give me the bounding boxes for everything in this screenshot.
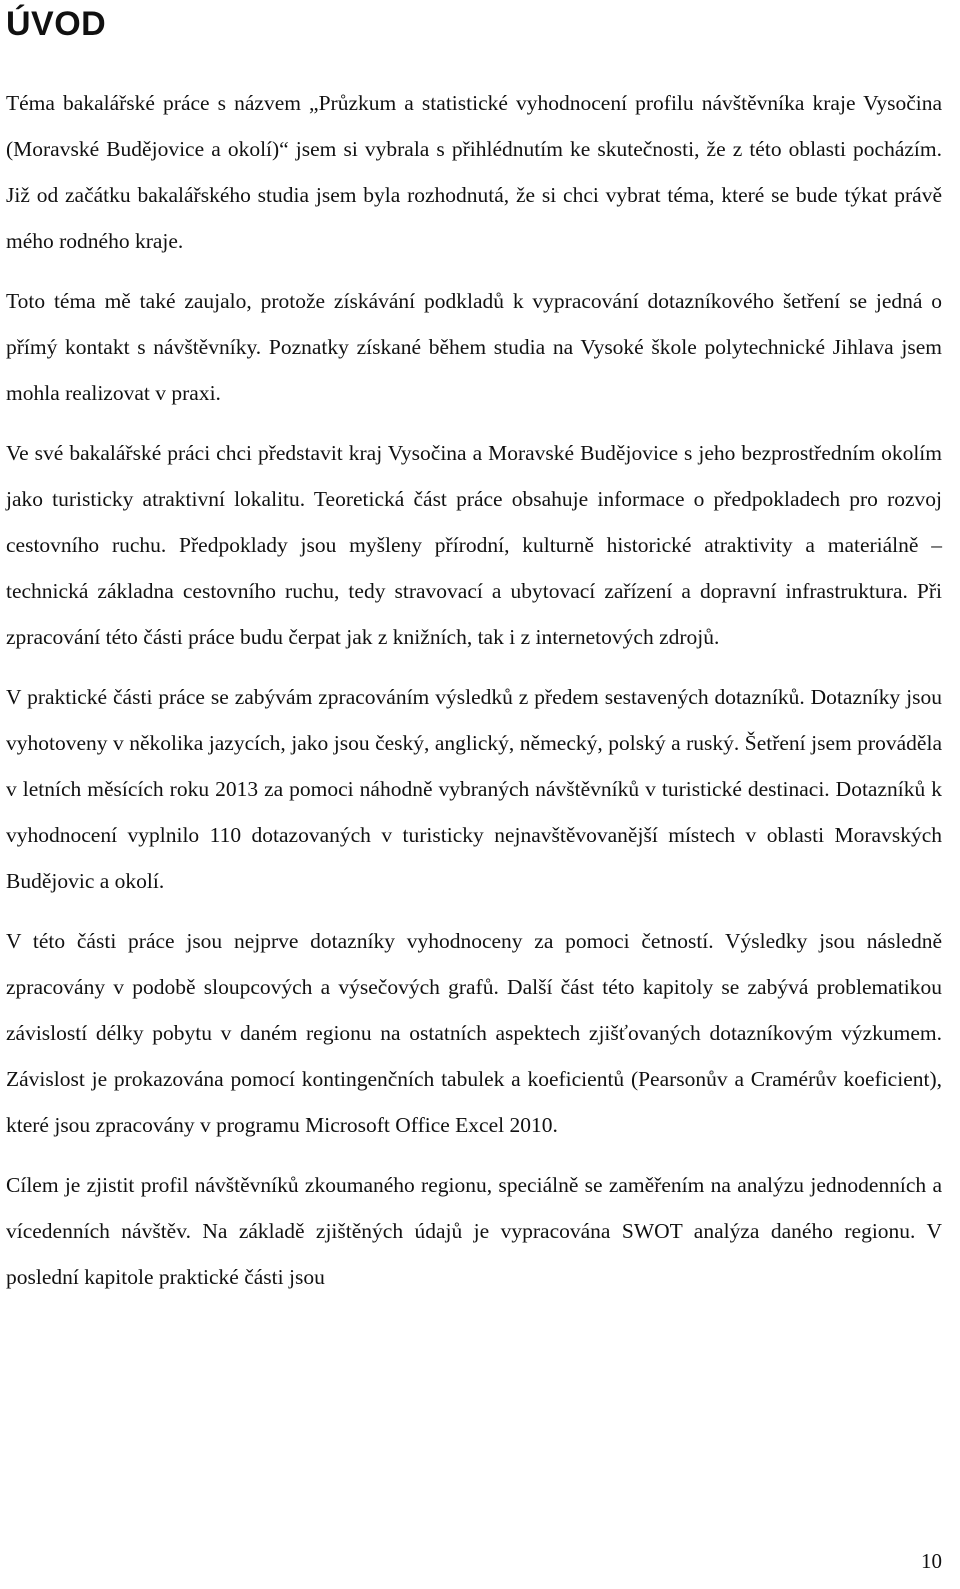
paragraph-topic-choice: Téma bakalářské práce s názvem „Průzkum a statistické vyhodnocení profilu návštěvníka kraje Vysočina (Moravské Budějovice a okolí)“ jsem si vybrala s přihlédnutím ke skutečnosti, že z této oblasti pocházím. Již od začátku bakalářského studia jsem byla rozhodnutá, že si chci vybrat téma, které se bude týkat právě mého rodného kraje.	[6, 91, 942, 253]
paragraph-practical-part: V praktické části práce se zabývám zpracováním výsledků z předem sestavených dotazníků. Dotazníky jsou vyhotoveny v několika jazycích, jako jsou český, anglický, německý, polský a ruský. Šetření jsem prováděla v letních měsících roku 2013 za pomoci náhodně vybraných návštěvníků v turistické destinaci. Dotazníků k vyhodnocení vyplnilo 110 dotazovaných v turisticky nejnavštěvovanější místech v oblasti Moravských Budějovic a okolí.	[6, 685, 942, 893]
page-number: 10	[921, 1549, 942, 1573]
paragraph-motivation: Toto téma mě také zaujalo, protože získávání podkladů k vypracování dotazníkového šetření se jedná o přímý kontakt s návštěvníky. Poznatky získané během studia na Vysoké škole polytechnické Jihlava jsem mohla realizovat v praxi.	[6, 289, 942, 405]
section-heading: ÚVOD	[6, 5, 107, 43]
document-page	[6, 0, 942, 1300]
paragraph-theoretical-part: Ve své bakalářské práci chci představit kraj Vysočina a Moravské Budějovice s jeho bezprostředním okolím jako turisticky atraktivní lokalitu. Teoretická část práce obsahuje informace o předpokladech pro rozvoj cestovního ruchu. Předpoklady jsou myšleny přírodní, kulturně historické atraktivity a materiálně – technická základna cestovního ruchu, tedy stravovací a ubytovací zařízení a dopravní infrastruktura. Při zpracování této části práce budu čerpat jak z knižních, tak i z internetových zdrojů.	[6, 441, 942, 649]
paragraph-evaluation-methods: V této části práce jsou nejprve dotazníky vyhodnoceny za pomoci četností. Výsledky jsou následně zpracovány v podobě sloupcových a výsečových grafů. Další část této kapitoly se zabývá problematikou závislostí délky pobytu v daném regionu na ostatních aspektech zjišťovaných dotazníkovým výzkumem. Závislost je prokazována pomocí kontingenčních tabulek a koeficientů (Pearsonův a Cramérův koeficient), které jsou zpracovány v programu Microsoft Office Excel 2010.	[6, 929, 942, 1137]
paragraph-goal: Cílem je zjistit profil návštěvníků zkoumaného regionu, speciálně se zaměřením na analýzu jednodenních a vícedenních návštěv. Na základě zjištěných údajů je vypracována SWOT analýza daného regionu. V poslední kapitole praktické části jsou	[6, 1173, 942, 1289]
